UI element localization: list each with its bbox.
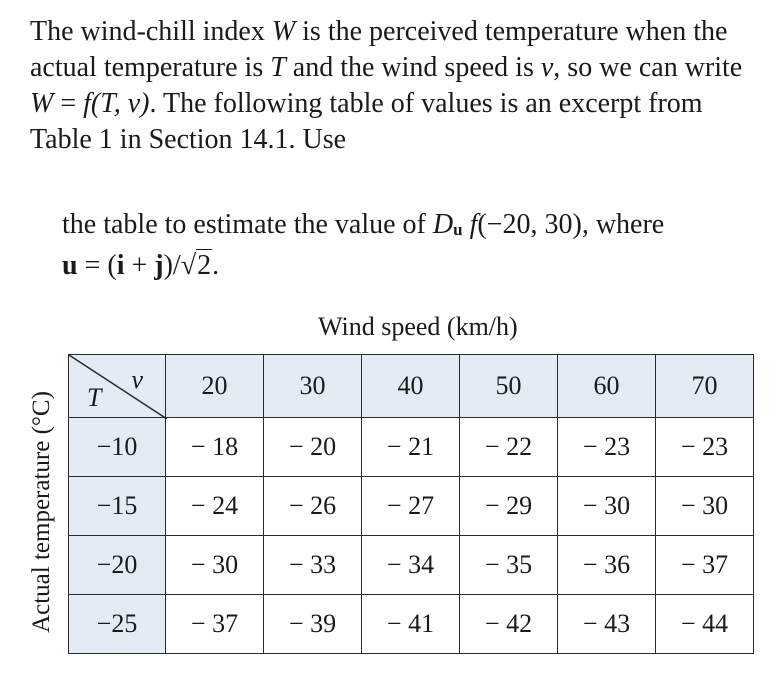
table-cell: − 30 [558, 477, 656, 536]
column-speed: 50 [460, 355, 558, 418]
problem-paragraph-1 [30, 14, 770, 158]
table-cell: − 26 [264, 477, 362, 536]
table-cell: − 41 [362, 595, 460, 654]
column-speed: 20 [166, 355, 264, 418]
math-radicand: 2 [197, 250, 212, 281]
row-header-label: Actual temperature (°C) [28, 391, 55, 633]
table-row [69, 418, 754, 477]
math-equals: = [53, 88, 84, 119]
text-span: the table to estimate the value of [62, 209, 433, 240]
table-row [69, 536, 754, 595]
math-var-T: T [270, 52, 286, 83]
math-args: (−20, 30) [477, 209, 582, 240]
table-row [69, 595, 754, 654]
table-cell: − 24 [166, 477, 264, 536]
math-func-f: f [462, 209, 478, 240]
table-cell: − 39 [264, 595, 362, 654]
math-vector-j: j [154, 250, 164, 281]
text-span: , so we can write [553, 52, 743, 83]
column-speed: 30 [264, 355, 362, 418]
math-subscript-u: u [453, 220, 463, 239]
table-cell: − 44 [656, 595, 754, 654]
text-span: is the perceived temperature when the actual temperature is [30, 16, 728, 83]
table-cell: − 43 [558, 595, 656, 654]
math-vector-u: u [62, 250, 78, 281]
table-cell: − 37 [656, 536, 754, 595]
table-cell: − 29 [460, 477, 558, 536]
diagonal-line-icon [69, 355, 167, 419]
text-span: . [212, 250, 220, 281]
table-cell: − 36 [558, 536, 656, 595]
table-cell: − 22 [460, 418, 558, 477]
problem-paragraph-2 [62, 207, 762, 284]
table-cell: − 33 [264, 536, 362, 595]
math-func-f: f [83, 88, 91, 119]
table-row [69, 477, 754, 536]
wind-chill-table [68, 354, 754, 654]
table-cell: − 35 [460, 536, 558, 595]
math-var-v: v [540, 52, 554, 83]
math-equals: = ( [77, 250, 117, 281]
table-cell: − 30 [166, 536, 264, 595]
text-span: and the wind speed is [285, 52, 541, 83]
math-derivative-D: D [432, 209, 454, 240]
row-temperature: −25 [69, 595, 166, 654]
row-temperature: −15 [69, 477, 166, 536]
table-cell: − 42 [460, 595, 558, 654]
table-cell: − 21 [362, 418, 460, 477]
row-temperature: −20 [69, 536, 166, 595]
math-sqrt-sign: )/√ [163, 250, 197, 281]
math-var-W: W [271, 16, 296, 47]
table-cell: − 30 [656, 477, 754, 536]
column-speed: 70 [656, 355, 754, 418]
table-cell: − 27 [362, 477, 460, 536]
table-cell: − 23 [656, 418, 754, 477]
table-header-row [69, 355, 754, 418]
math-args: (T, v) [90, 88, 150, 119]
table-cell: − 37 [166, 595, 264, 654]
math-plus: + [124, 250, 155, 281]
row-temperature: −10 [69, 418, 166, 477]
corner-label-v: v [131, 365, 143, 394]
table-cell: − 18 [166, 418, 264, 477]
text-span: . The following table of values is an excerpt from Table 1 in Section 14.1. Use [30, 88, 703, 155]
table-cell: − 23 [558, 418, 656, 477]
text-span: The wind-chill index [30, 16, 272, 47]
text-span: , where [581, 209, 665, 240]
corner-label-T: T [87, 383, 102, 412]
table-cell: − 34 [362, 536, 460, 595]
column-speed: 60 [558, 355, 656, 418]
table-cell: − 20 [264, 418, 362, 477]
math-var-W: W [30, 88, 54, 119]
column-speed: 40 [362, 355, 460, 418]
math-vector-i: i [116, 250, 125, 281]
column-header-label: Wind speed (km/h) [318, 312, 518, 341]
table-corner-cell [69, 355, 166, 418]
